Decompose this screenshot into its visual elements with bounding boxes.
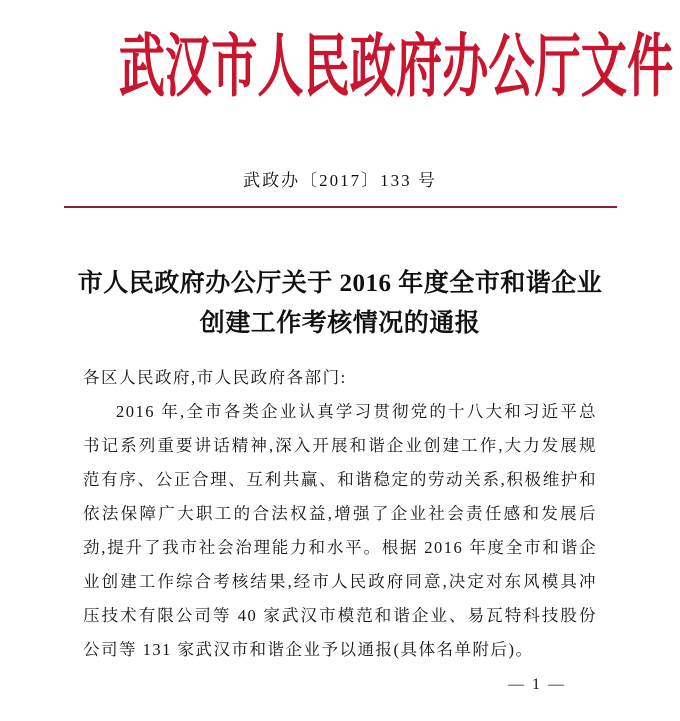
red-separator-rule xyxy=(64,206,617,208)
document-title-line-2: 创建工作考核情况的通报 xyxy=(199,310,481,337)
salutation: 各区人民政府,市人民政府各部门: xyxy=(83,368,347,387)
document-title xyxy=(0,264,680,344)
masthead-title: 武汉市人民政府办公厅文件 xyxy=(118,29,674,106)
masthead-wrap xyxy=(0,29,680,106)
body-paragraph: 2016 年,全市各类企业认真学习贯彻党的十八大和习近平总书记系列重要讲话精神,深入开展和谐企业创建工作,大力发展规范有序、公正合理、互利共赢、和谐稳定的劳动关系,积极维护和依法保障广大职工的合法权益,增强了企业社会责任感和发展后劲,提升了我市社会治理能力和水平。根据 2016 年度全市和谐企业创建工作综合考核结果,经市人民政府同意,决定对东风模具冲压技术有限公司等 40 家武汉市模范和谐企业、易瓦特科技股份公司等 131 家武汉市和谐企业予以通报(具体名单附后)。 xyxy=(83,402,597,659)
document-number: 武政办〔2017〕133 号 xyxy=(243,171,437,190)
document-title-line-1: 市人民政府办公厅关于 2016 年度全市和谐企业 xyxy=(77,270,603,297)
page-number: — 1 — xyxy=(508,676,566,693)
document-body xyxy=(83,361,597,667)
